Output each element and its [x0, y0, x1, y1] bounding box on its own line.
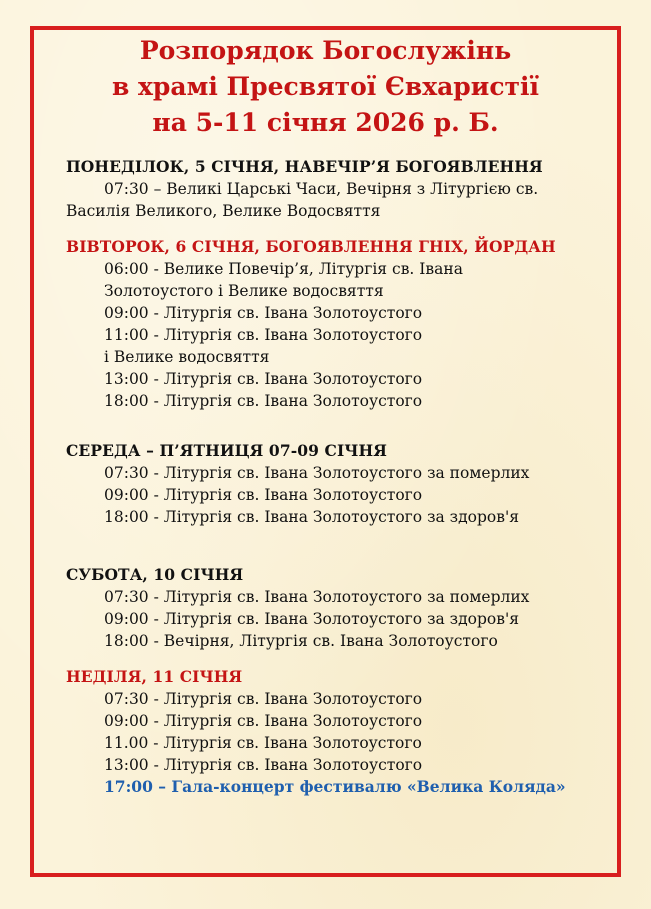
day-heading-tuesday: ВІВТОРОК, 6 СІЧНЯ, БОГОЯВЛЕННЯ ГНІХ, ЙОРДАН — [66, 237, 556, 256]
concert-highlight-line: 17:00 – Гала-концерт фестивалю «Велика Коляда» — [104, 777, 566, 796]
service-line: Василія Великого, Велике Водосвяття — [66, 202, 381, 220]
service-line: 09:00 - Літургія св. Івана Золотоустого — [104, 304, 423, 322]
service-line: 07:30 - Літургія св. Івана Золотоустого — [104, 690, 423, 708]
service-line: Золотоустого і Велике водосвяття — [104, 282, 384, 300]
service-line: 06:00 - Велике Повечір’я, Літургія св. Івана — [104, 260, 463, 278]
service-line: 13:00 - Літургія св. Івана Золотоустого — [104, 370, 423, 388]
title-line-2: в храмі Пресвятої Євхаристії — [111, 72, 540, 101]
service-line: 07:30 - Літургія св. Івана Золотоустого за померлих — [104, 464, 530, 482]
service-line: 18:00 - Літургія св. Івана Золотоустого за здоров'я — [104, 508, 520, 526]
service-line: і Велике водосвяття — [104, 348, 270, 366]
service-line: 07:30 – Великі Царські Часи, Вечірня з Літургією св. — [104, 180, 539, 198]
title-line-1: Розпорядок Богослужінь — [139, 36, 512, 65]
page-title — [30, 33, 621, 141]
day-heading-monday: ПОНЕДІЛОК, 5 СІЧНЯ, НАВЕЧІР’Я БОГОЯВЛЕННЯ — [66, 157, 543, 176]
day-heading-sunday: НЕДІЛЯ, 11 СІЧНЯ — [66, 667, 243, 686]
service-line: 11:00 - Літургія св. Івана Золотоустого — [104, 326, 423, 344]
service-line: 18:00 - Вечірня, Літургія св. Івана Золотоустого — [104, 632, 498, 650]
schedule-list — [66, 156, 611, 798]
service-line: 07:30 - Літургія св. Івана Золотоустого за померлих — [104, 588, 530, 606]
day-heading-saturday: СУБОТА, 10 СІЧНЯ — [66, 565, 244, 584]
service-line: 09:00 - Літургія св. Івана Золотоустого за здоров'я — [104, 610, 520, 628]
day-heading-wed-fri: СЕРЕДА – П’ЯТНИЦЯ 07-09 СІЧНЯ — [66, 441, 388, 460]
service-line: 09:00 - Літургія св. Івана Золотоустого — [104, 486, 423, 504]
service-line: 09:00 - Літургія св. Івана Золотоустого — [104, 712, 423, 730]
title-line-3: на 5-11 січня 2026 р. Б. — [152, 108, 499, 137]
service-line: 18:00 - Літургія св. Івана Золотоустого — [104, 392, 423, 410]
service-line: 13:00 - Літургія св. Івана Золотоустого — [104, 756, 423, 774]
service-line: 11.00 - Літургія св. Івана Золотоустого — [104, 734, 422, 752]
